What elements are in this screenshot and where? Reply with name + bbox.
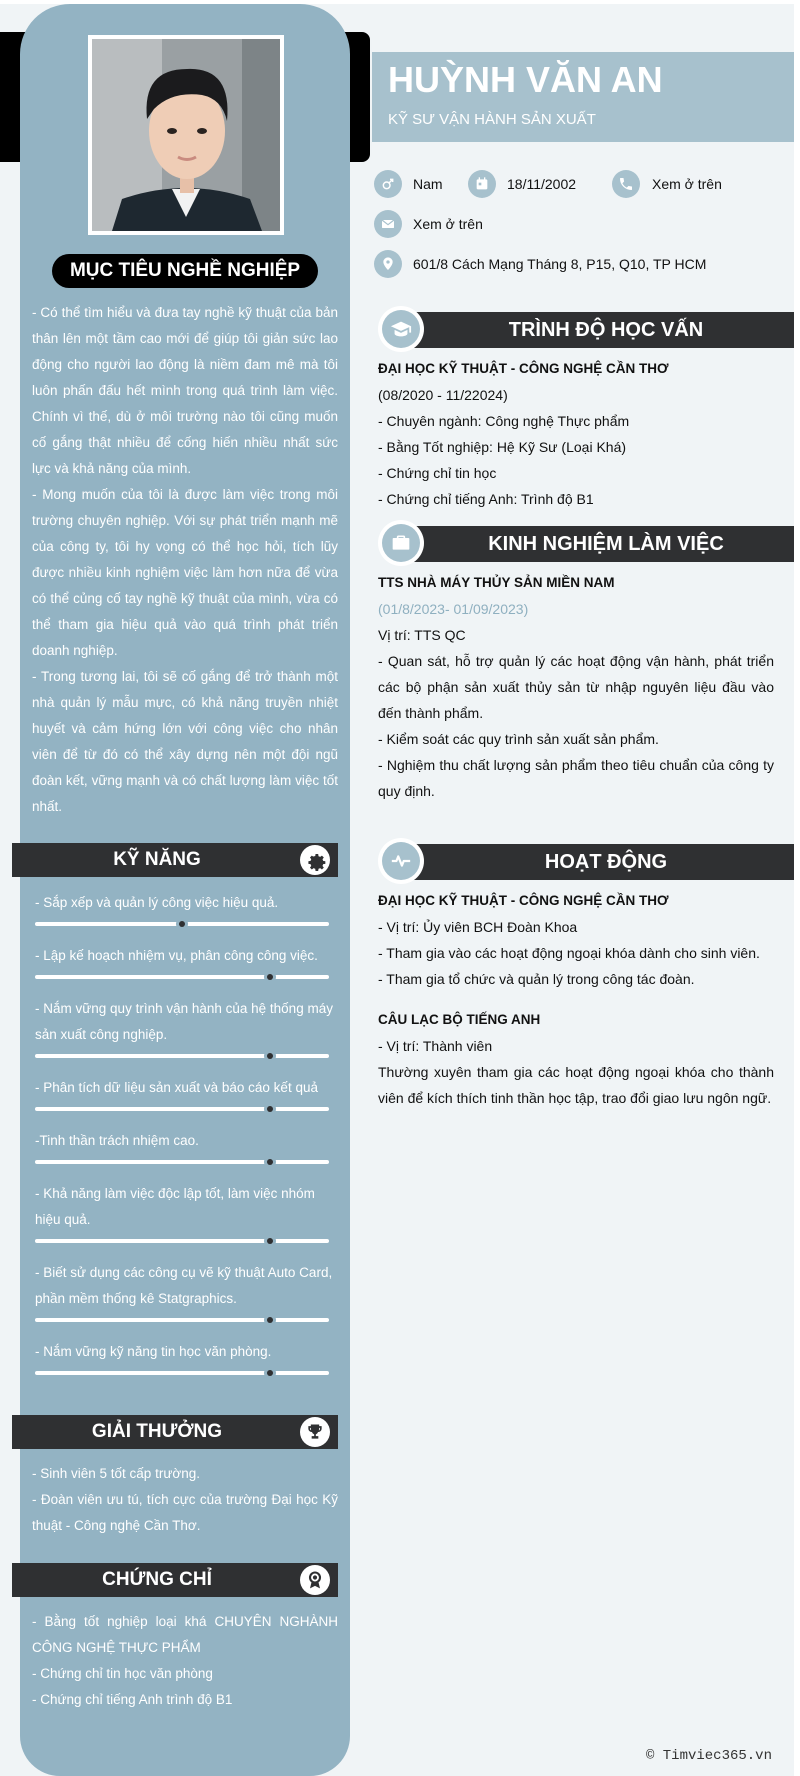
trophy-icon <box>300 1417 330 1447</box>
skill-bar <box>35 1371 329 1375</box>
section-icon-ring <box>378 520 424 566</box>
certs-list <box>32 1609 338 1713</box>
skill-item: -Tinh thần trách nhiệm cao. <box>35 1133 199 1148</box>
profile-photo <box>88 35 284 235</box>
experience-period: (01/8/2023- 01/09/2023) <box>378 601 529 617</box>
email-icon <box>374 210 402 238</box>
awards-header <box>12 1415 338 1449</box>
certs-title: CHỨNG CHỈ <box>102 1569 212 1590</box>
list-item: - Chứng chỉ tiếng Anh trình độ B1 <box>32 1692 233 1707</box>
education-header <box>378 312 794 348</box>
activities-block <box>378 888 774 1111</box>
awards-list <box>32 1461 338 1539</box>
skill-bar <box>35 1239 329 1243</box>
activities-title: HOẠT ĐỘNG <box>544 851 668 873</box>
email-text: Xem ở trên <box>413 216 483 232</box>
pulse-icon <box>382 842 420 880</box>
skill-item: - Sắp xếp và quản lý công việc hiệu quả. <box>35 895 279 910</box>
position-text: Vị trí: TTS QC <box>378 627 466 643</box>
objective-text <box>32 300 338 820</box>
award-icon <box>300 1565 330 1595</box>
objective-paragraph: - Mong muốn của tôi là được làm việc trong môi trường chuyên nghiệp. Với sự phát triển mạnh mẽ của công ty, tôi hy vọng có thể học hỏi, tích lũy được nhiều kinh nghiệm việc làm hơn nữa để vừa có thể củng cố tay nghề kỹ thuật của mình, vừa có thể tham gia hiệu quả vào quá trình phát triển doanh nghiệp. <box>32 487 338 658</box>
list-item: - Kiểm soát các quy trình sản xuất sản phẩm. <box>378 731 659 747</box>
skills-header <box>12 843 338 877</box>
gender-text: Nam <box>413 176 443 192</box>
company-name: TTS NHÀ MÁY THỦY SẢN MIỀN NAM <box>378 575 615 590</box>
skill-bar <box>35 922 329 926</box>
list-item: - Bằng tốt nghiệp loại khá CHUYÊN NGHÀNH CÔNG NGHỆ THỰC PHẨM <box>32 1614 338 1655</box>
gear-icon <box>300 845 330 875</box>
skill-knob <box>176 918 188 930</box>
spacer <box>378 992 774 1007</box>
skill-item: - Biết sử dụng các công cụ vẽ kỹ thuật Auto Card, phần mềm thống kê Statgraphics. <box>35 1265 333 1306</box>
skill-bar <box>35 975 329 979</box>
certs-header <box>12 1563 338 1597</box>
location-icon <box>374 250 402 278</box>
list-item: - Sinh viên 5 tốt cấp trường. <box>32 1466 200 1481</box>
list-item: - Tham gia vào các hoạt động ngoại khóa dành cho sinh viên. <box>378 945 760 961</box>
skill-bar <box>35 1107 329 1111</box>
phone-icon <box>612 170 640 198</box>
list-item: - Vị trí: Thành viên <box>378 1038 493 1054</box>
list-item: Thường xuyên tham gia các hoạt động ngoại khóa cho thành viên để kích thích tinh thần học tập, trao đổi giao lưu ngôn ngữ. <box>378 1064 774 1106</box>
list-item: - Chuyên ngành: Công nghệ Thực phẩm <box>378 413 630 429</box>
objective-paragraph: - Có thể tìm hiểu và đưa tay nghề kỹ thuật của bản thân lên một tầm cao mới để giúp tôi giản sức lao động cho người lao động là niềm đam mê mà tôi luôn phấn đấu hết mình trong quá trình làm việc. Chính vì thế, dù ở môi trường nào tôi cũng muốn cố gắng thật nhiều để cống hiến nhiều nhất sức lực và khả năng của mình. <box>32 305 338 476</box>
org-name: ĐẠI HỌC KỸ THUẬT - CÔNG NGHỆ CẦN THƠ <box>378 893 669 908</box>
skill-bar <box>35 1318 329 1322</box>
list-item: - Chứng chỉ tin học <box>378 465 497 481</box>
skill-item: - Khả năng làm việc độc lập tốt, làm việc nhóm hiệu quả. <box>35 1186 315 1227</box>
skill-item: - Phân tích dữ liệu sản xuất và báo cáo kết quả <box>35 1080 318 1095</box>
address-text: 601/8 Cách Mạng Tháng 8, P15, Q10, TP HCM <box>413 256 707 272</box>
phone-text: Xem ở trên <box>652 176 722 192</box>
activities-header <box>378 844 794 880</box>
list-item: - Chứng chỉ tin học văn phòng <box>32 1666 213 1681</box>
objective-title: MỤC TIÊU NGHỀ NGHIỆP <box>52 254 318 288</box>
list-item: - Đoàn viên ưu tú, tích cực của trường Đại học Kỹ thuật - Công nghệ Cần Thơ. <box>32 1492 338 1533</box>
list-item: - Quan sát, hỗ trợ quản lý các hoạt động vận hành, phát triển các bộ phận sản xuất thủy sản từ nhập nguyên liệu đầu vào đến thành phẩm. <box>378 653 774 721</box>
objective-paragraph: - Trong tương lai, tôi sẽ cố gắng để trở thành một nhà quản lý mẫu mực, có khả năng truyền nhiệt huyết và cảm hứng lớn với công việc cho nhân viên để từ đó có thể xây dựng nên một đội ngũ đoàn kết, vững mạnh và có chất lượng làm việc tốt nhất. <box>32 669 338 814</box>
list-item: - Vị trí: Ủy viên BCH Đoàn Khoa <box>378 919 578 935</box>
graduation-cap-icon <box>382 310 420 348</box>
skill-bar <box>35 1054 329 1058</box>
section-icon-ring <box>378 838 424 884</box>
education-period: (08/2020 - 11/22024) <box>378 387 508 403</box>
skills-title: KỸ NĂNG <box>113 849 201 870</box>
skill-bar <box>35 1160 329 1164</box>
birthday-text: 18/11/2002 <box>507 176 577 192</box>
org-name: CÂU LẠC BỘ TIẾNG ANH <box>378 1012 541 1027</box>
job-title: KỸ SƯ VẬN HÀNH SẢN XUẤT <box>388 111 596 128</box>
list-item: - Nghiệm thu chất lượng sản phẩm theo tiêu chuẩn của công ty quy định. <box>378 757 774 799</box>
section-icon-ring <box>378 306 424 352</box>
gender-icon <box>374 170 402 198</box>
name-banner <box>372 52 794 142</box>
portrait-image <box>92 39 280 231</box>
school-name: ĐẠI HỌC KỸ THUẬT - CÔNG NGHỆ CẦN THƠ <box>378 361 669 376</box>
footer-credit: © Timviec365.vn <box>645 1748 772 1764</box>
education-title: TRÌNH ĐỘ HỌC VẤN <box>508 319 704 341</box>
skill-item: - Nắm vững quy trình vận hành của hệ thống máy sản xuất công nghiệp. <box>35 1001 333 1042</box>
experience-title: KINH NGHIỆM LÀM VIỆC <box>488 533 724 555</box>
calendar-icon <box>468 170 496 198</box>
full-name: HUỲNH VĂN AN <box>388 59 663 100</box>
awards-title: GIẢI THƯỞNG <box>91 1421 223 1442</box>
briefcase-icon <box>382 524 420 562</box>
list-item: - Bằng Tốt nghiệp: Hệ Kỹ Sư (Loại Khá) <box>378 439 627 455</box>
skill-item: - Lập kế hoạch nhiệm vụ, phân công công việc. <box>35 948 318 963</box>
skill-item: - Nắm vững kỹ năng tin học văn phòng. <box>35 1344 272 1359</box>
experience-block <box>378 570 774 804</box>
education-block <box>378 356 774 512</box>
list-item: - Tham gia tổ chức và quản lý trong công tác đoàn. <box>378 971 695 987</box>
experience-header <box>378 526 794 562</box>
list-item: - Chứng chỉ tiếng Anh: Trình độ B1 <box>378 491 594 507</box>
